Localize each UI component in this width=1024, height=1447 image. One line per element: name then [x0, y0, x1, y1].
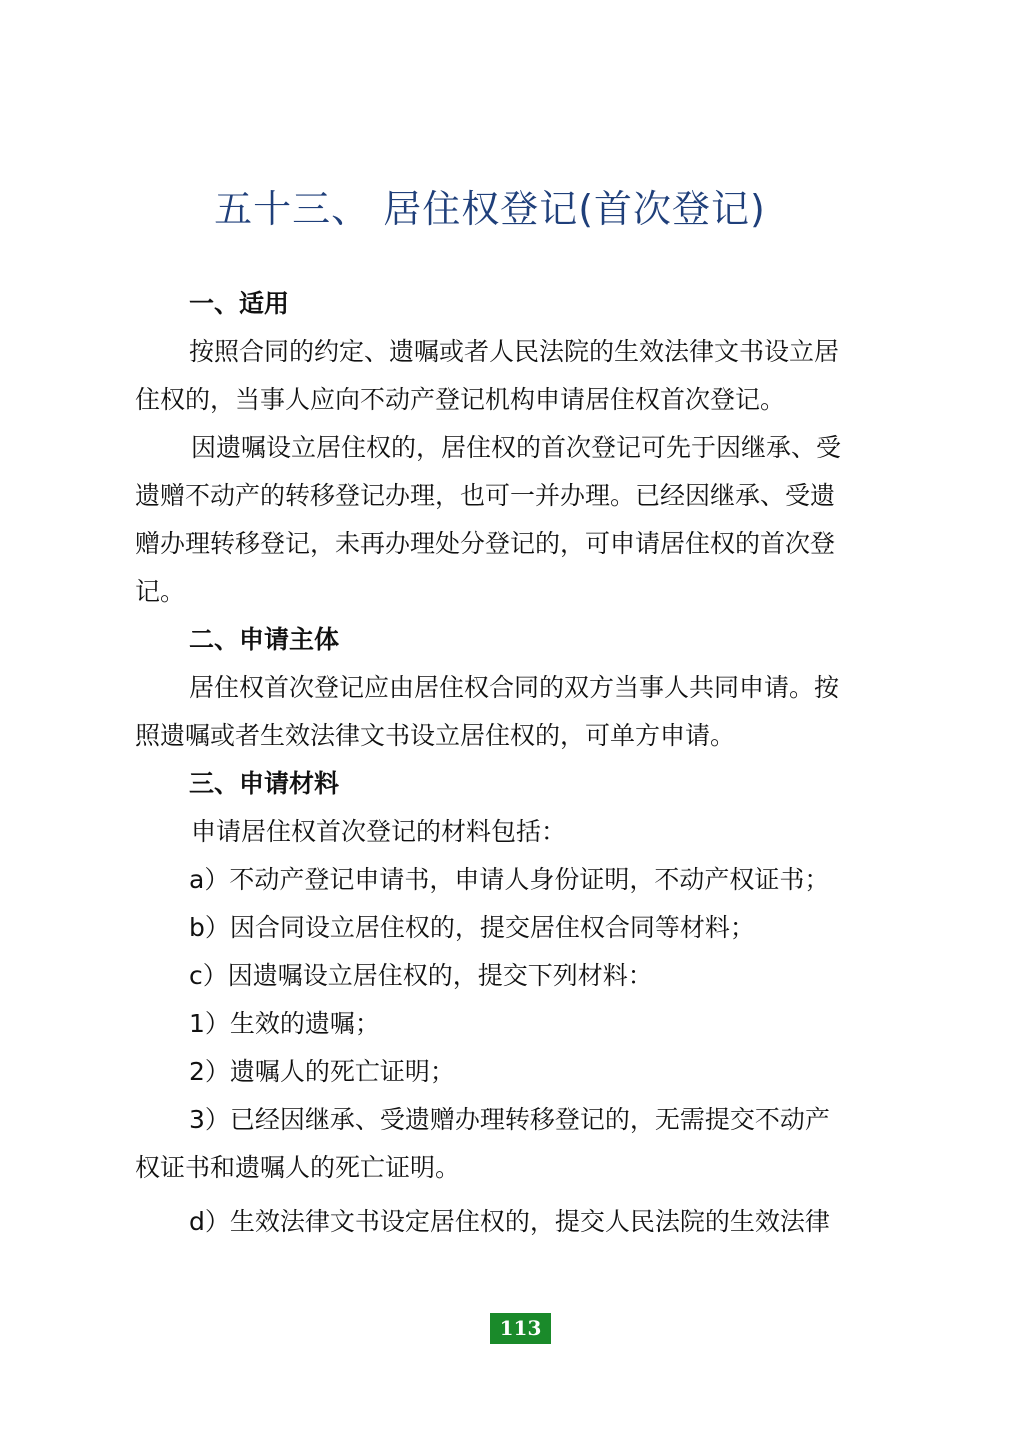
paragraph-line: 遗赠不动产的转移登记办理，也可一并办理。已经因继承、受遗 [135, 481, 836, 510]
paragraph-line: 赠办理转移登记，未再办理处分登记的，可申请居住权的首次登 [135, 529, 836, 558]
section-heading-applicability: 一、适用 [189, 289, 290, 318]
page-number-badge: 113 [490, 1313, 551, 1344]
list-item: c）因遗嘱设立居住权的，提交下列材料： [189, 961, 653, 990]
list-item: b）因合同设立居住权的，提交居住权合同等材料； [189, 913, 755, 942]
list-item: 1）生效的遗嘱； [189, 1009, 380, 1038]
list-item: 3）已经因继承、受遗赠办理转移登记的，无需提交不动产 [189, 1105, 830, 1134]
paragraph-line: 居住权首次登记应由居住权合同的双方当事人共同申请。按 [189, 673, 840, 702]
paragraph-line: 住权的，当事人应向不动产登记机构申请居住权首次登记。 [135, 385, 786, 414]
section-heading-applicant: 二、申请主体 [189, 625, 340, 654]
list-item: d）生效法律文书设定居住权的，提交人民法院的生效法律 [189, 1207, 830, 1236]
paragraph-line: 照遗嘱或者生效法律文书设立居住权的，可单方申请。 [135, 721, 736, 750]
section-heading-materials: 三、申请材料 [189, 769, 340, 798]
paragraph-line: 因遗嘱设立居住权的，居住权的首次登记可先于因继承、受 [191, 433, 842, 462]
list-item-continuation: 权证书和遗嘱人的死亡证明。 [135, 1153, 461, 1182]
paragraph-line: 记。 [135, 577, 186, 606]
list-item: 2）遗嘱人的死亡证明； [189, 1057, 455, 1086]
paragraph-line: 按照合同的约定、遗嘱或者人民法院的生效法律文书设立居 [189, 337, 840, 366]
list-item: a）不动产登记申请书，申请人身份证明，不动产权证书； [189, 865, 830, 894]
page-title: 五十三、 居住权登记(首次登记) [214, 187, 766, 231]
document-body [135, 280, 895, 1246]
paragraph-line: 申请居住权首次登记的材料包括： [191, 817, 567, 846]
